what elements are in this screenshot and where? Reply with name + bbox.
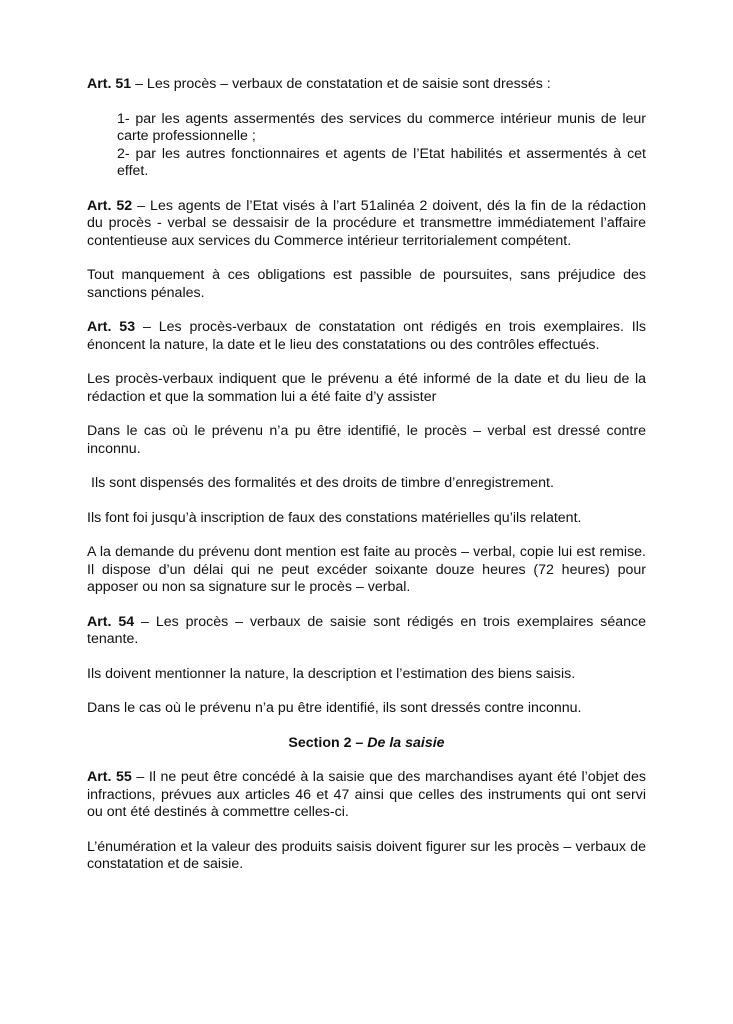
section-2-heading — [87, 735, 646, 753]
art-53-paragraph-2: Les procès-verbaux indiquent que le prévenu a été informé de la date et du lieu de la rédaction et que la sommation lui a été faite d’y assister — [87, 371, 646, 405]
section-2-title: De la saisie — [367, 734, 445, 751]
art-51-text: – Les procès – verbaux de constatation et de saisie sont dressés : — [131, 76, 551, 92]
art-53-text: – Les procès-verbaux de constatation ont rédigés en trois exemplaires. Ils énoncent la nature, la date et le lieu des constatations ou des contrôles effectués. — [87, 319, 646, 353]
art-51-list — [117, 111, 646, 181]
art-55-label: Art. 55 — [87, 769, 132, 785]
art-52-paragraph-2: Tout manquement à ces obligations est passible de poursuites, sans préjudice des sanctions pénales. — [87, 267, 646, 301]
art-51-label: Art. 51 — [87, 76, 132, 92]
art-54-paragraph-2: Ils doivent mentionner la nature, la description et l’estimation des biens saisis. — [87, 665, 576, 682]
document-page — [87, 76, 646, 891]
art-54-label: Art. 54 — [87, 613, 135, 630]
art-53-paragraph-5: Ils font foi jusqu’à inscription de faux des constations matérielles qu’ils relatent. — [87, 509, 582, 526]
section-2-prefix: Section 2 – — [288, 734, 368, 751]
art-55-text: – Il ne peut être concédé à la saisie que des marchandises ayant été l’objet des infractions, prévues aux articles 46 et 47 ainsi que celles des instruments qui ont servi ou ont été destinés à commettre celles-ci. — [87, 769, 646, 820]
art-51-item-1: 1- par les agents assermentés des services du commerce intérieur munis de leur carte professionnelle ; — [117, 110, 646, 144]
art-55-paragraph-2: L’énumération et la valeur des produits saisis doivent figurer sur les procès – verbaux de constatation et de saisie. — [87, 838, 646, 872]
art-53-paragraph-6: A la demande du prévenu dont mention est faite au procès – verbal, copie lui est remise. Il dispose d’un délai qui ne peut excéder soixante douze heures (72 heures) pour apposer ou non sa signature sur le procès – verbal. — [87, 544, 646, 595]
art-55-paragraph — [87, 769, 646, 822]
art-53-paragraph-3: Dans le cas où le prévenu n’a pu être identifié, le procès – verbal est dressé contre inconnu. — [87, 423, 646, 457]
art-53-label: Art. 53 — [87, 319, 136, 335]
art-53-paragraph — [87, 319, 646, 354]
art-52-label: Art. 52 — [87, 197, 133, 214]
art-54-paragraph-3: Dans le cas où le prévenu n’a pu être identifié, ils sont dressés contre inconnu. — [87, 700, 582, 716]
art-54-paragraph — [87, 614, 646, 649]
art-53-paragraph-4: Ils sont dispensés des formalités et des droits de timbre d’enregistrement. — [91, 475, 554, 491]
art-52-paragraph — [87, 198, 646, 251]
art-54-text: – Les procès – verbaux de saisie sont rédigés en trois exemplaires séance tenante. — [87, 613, 646, 647]
art-51-item-2: 2- par les autres fonctionnaires et agents de l’Etat habilités et assermentés à cet effet. — [117, 145, 646, 179]
art-51-paragraph — [87, 76, 646, 94]
art-52-text: – Les agents de l’Etat visés à l’art 51alinéa 2 doivent, dés la fin de la rédaction du procès - verbal se dessaisir de la procédure et transmettre immédiatement l’affaire contentieuse aux services du Commerce intérieur territorialement compétent. — [87, 197, 646, 249]
